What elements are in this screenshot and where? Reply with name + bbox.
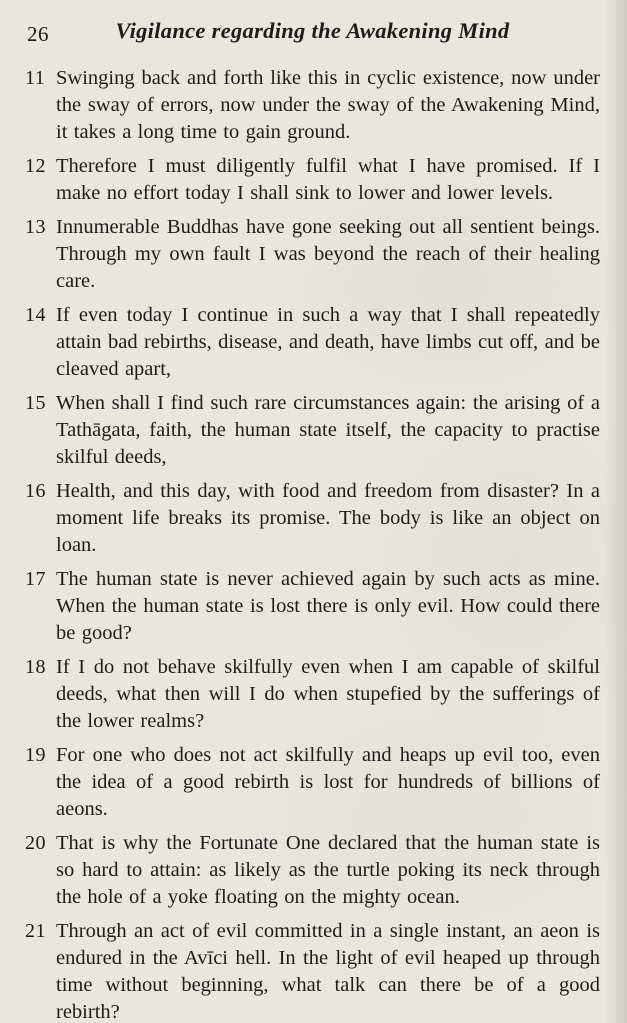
verse [25, 302, 600, 383]
verse [25, 654, 600, 735]
verse [25, 390, 600, 471]
verse-text: That is why the Fortunate One declared that the human state is so hard to attain: as likely as the turtle poking its neck through the hole of a yoke floating on the mighty ocean. [56, 832, 600, 908]
verse-number: 17 [25, 568, 46, 590]
verse [25, 830, 600, 911]
verse-number: 14 [25, 304, 46, 326]
verse [25, 478, 600, 559]
running-title: Vigilance regarding the Awakening Mind [115, 18, 510, 43]
verse-number: 15 [25, 392, 46, 414]
verse-number: 20 [25, 832, 46, 854]
verse-number: 13 [25, 216, 46, 238]
verse-text: Therefore I must diligently fulfil what I have promised. If I make no effort today I shall sink to lower and lower levels. [56, 155, 600, 204]
verse [25, 742, 600, 823]
verse-number: 21 [25, 920, 46, 942]
verse-text: Innumerable Buddhas have gone seeking out all sentient beings. Through my own fault I was beyond the reach of their healing care. [56, 216, 600, 292]
verse-text: Health, and this day, with food and freedom from disaster? In a moment life breaks its promise. The body is like an object on loan. [56, 480, 600, 556]
verse-number: 11 [25, 67, 46, 89]
page-number: 26 [27, 22, 49, 46]
verse-number: 18 [25, 656, 46, 678]
verse [25, 65, 600, 146]
page-header [25, 16, 600, 52]
verse-list [25, 65, 600, 1023]
verse-text: Through an act of evil committed in a single instant, an aeon is endured in the Avīci hell. In the light of evil heaped up through time without beginning, what talk can there be of a good rebirth? [56, 920, 600, 1023]
verse-text: If even today I continue in such a way that I shall repeatedly attain bad rebirths, disease, and death, have limbs cut off, and be cleaved apart, [56, 304, 600, 380]
verse-number: 16 [25, 480, 46, 502]
verse-text: Swinging back and forth like this in cyclic existence, now under the sway of errors, now under the sway of the Awakening Mind, it takes a long time to gain ground. [56, 67, 600, 143]
verse [25, 214, 600, 295]
verse-text: When shall I find such rare circumstances again: the arising of a Tathāgata, faith, the human state itself, the capacity to practise skilful deeds, [56, 392, 600, 468]
verse-text: If I do not behave skilfully even when I am capable of skilful deeds, what then will I do when stupefied by the sufferings of the lower realms? [56, 656, 600, 732]
verse-text: For one who does not act skilfully and heaps up evil too, even the idea of a good rebirth is lost for hundreds of billions of aeons. [56, 744, 600, 820]
verse [25, 566, 600, 647]
verse-text: The human state is never achieved again by such acts as mine. When the human state is lost there is only evil. How could there be good? [56, 568, 600, 644]
verse-number: 19 [25, 744, 46, 766]
verse-number: 12 [25, 155, 46, 177]
verse [25, 153, 600, 207]
verse [25, 918, 600, 1023]
